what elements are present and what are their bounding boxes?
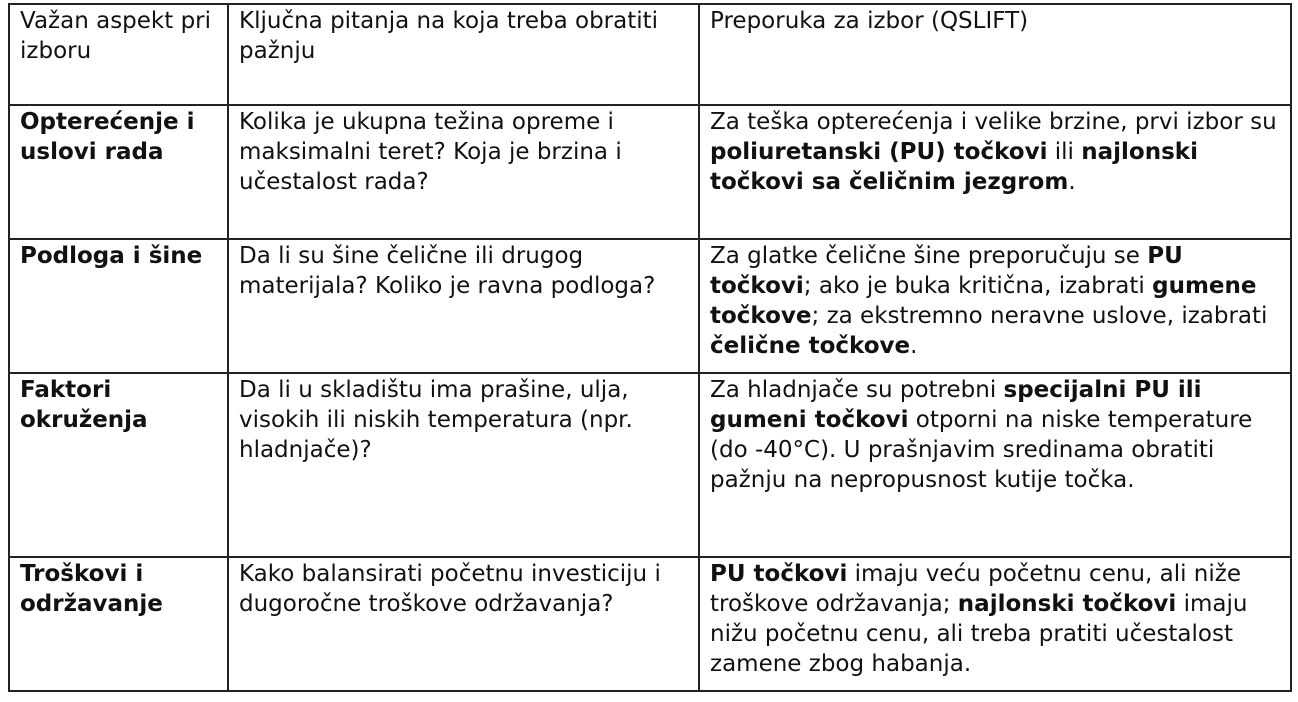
rec-emphasis: PU točkovi bbox=[710, 243, 1183, 299]
question-cell: Kolika je ukupna težina opreme i maksimalni teret? Koja je brzina i učestalost rada? bbox=[228, 105, 699, 239]
comparison-table bbox=[8, 3, 1292, 692]
table-row bbox=[9, 373, 1291, 557]
rec-text: . bbox=[1068, 169, 1076, 195]
rec-text: ; ako je buka kritična, izabrati bbox=[803, 273, 1153, 299]
header-aspect: Važan aspekt pri izboru bbox=[9, 4, 228, 105]
table-row bbox=[9, 239, 1291, 373]
rec-text: Za teška opterećenja i velike brzine, prvi izbor su bbox=[710, 109, 1277, 135]
header-questions: Ključna pitanja na koja treba obratiti pažnju bbox=[228, 4, 699, 105]
header-recommendation: Preporuka za izbor (QSLIFT) bbox=[699, 4, 1291, 105]
rec-text: . bbox=[910, 333, 918, 359]
question-cell: Da li u skladištu ima prašine, ulja, visokih ili niskih temperatura (npr. hladnjače)? bbox=[228, 373, 699, 557]
rec-emphasis: PU točkovi bbox=[710, 561, 848, 587]
rec-emphasis: specijalni PU ili gumeni točkovi bbox=[710, 377, 1202, 433]
aspect-cell bbox=[9, 239, 228, 373]
rec-text: ili bbox=[1047, 139, 1082, 165]
question-cell: Kako balansirati početnu investiciju i dugoročne troškove održavanja? bbox=[228, 557, 699, 691]
rec-text: imaju nižu početnu cenu, ali treba pratiti učestalost zamene zbog habanja. bbox=[710, 591, 1248, 677]
aspect-label: Troškovi i održavanje bbox=[20, 561, 163, 617]
aspect-cell bbox=[9, 105, 228, 239]
recommendation-cell bbox=[699, 105, 1291, 239]
recommendation-cell bbox=[699, 239, 1291, 373]
rec-emphasis: najlonski točkovi sa čeličnim jezgrom bbox=[710, 139, 1198, 195]
rec-text: otporni na niske temperature (do -40°C). U prašnjavim sredinama obratiti pažnju na nepropusnost kutije točka. bbox=[710, 407, 1253, 493]
rec-emphasis: gumene točkove bbox=[710, 273, 1257, 329]
question-cell: Da li su šine čelične ili drugog materijala? Koliko je ravna podloga? bbox=[228, 239, 699, 373]
rec-emphasis: čelične točkove bbox=[710, 333, 911, 359]
aspect-label: Faktori okruženja bbox=[20, 377, 148, 433]
aspect-cell bbox=[9, 557, 228, 691]
rec-text: Za hladnjače su potrebni bbox=[710, 377, 1004, 403]
rec-text: imaju veću početnu cenu, ali niže troškove održavanja; bbox=[710, 561, 1242, 617]
recommendation-cell bbox=[699, 373, 1291, 557]
rec-text: ; za ekstremno neravne uslove, izabrati bbox=[811, 303, 1268, 329]
rec-text: Za glatke čelične šine preporučuju se bbox=[710, 243, 1148, 269]
aspect-label: Opterećenje i uslovi rada bbox=[20, 109, 195, 165]
aspect-cell bbox=[9, 373, 228, 557]
table-row bbox=[9, 557, 1291, 691]
rec-emphasis: najlonski točkovi bbox=[957, 591, 1177, 617]
aspect-label: Podloga i šine bbox=[20, 243, 203, 269]
header-row bbox=[9, 4, 1291, 105]
recommendation-cell bbox=[699, 557, 1291, 691]
rec-emphasis: poliuretanski (PU) točkovi bbox=[710, 139, 1048, 165]
table-row bbox=[9, 105, 1291, 239]
